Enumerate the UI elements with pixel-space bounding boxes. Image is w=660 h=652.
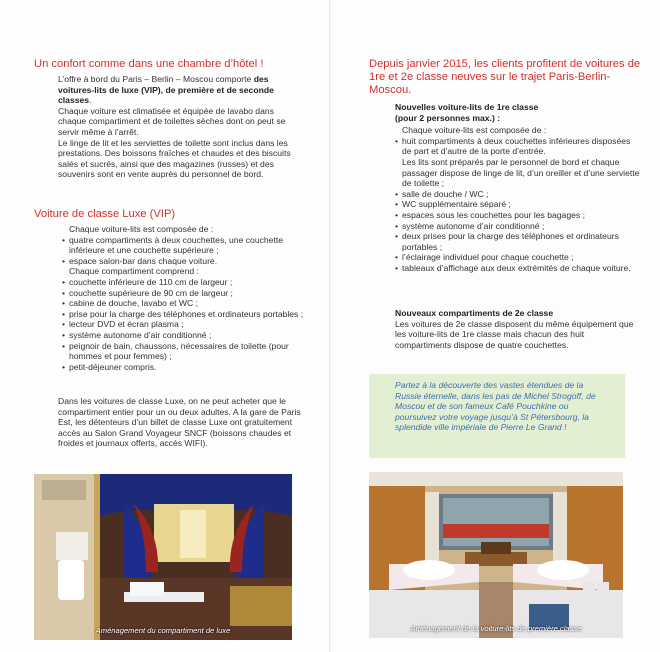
quote-text: Partez à la découverte des vastes étendues de la Russie éternelle, dans les pas de Michel Strogoff, de Moscou et de son fameux Café Pouchkine ou poursuivez votre voyage jusqu’à St Pétersbourg, la splendide ville impériale de Pierre Le Grand !: [395, 380, 596, 433]
first-class-title: Nouvelles voiture-lits de 1re classe: [395, 102, 539, 112]
vip-closing-text: Dans les voitures de classe Luxe, on ne peut acheter que le compartiment entier pour un ou deux adultes. A la gare de Paris Est, les détenteurs d’un billet de classe Luxe ont gratuitement accès au Salon Grand Voyageur SNCF (boissons chaudes et froides et journaux offerts, accès WIFI).: [58, 396, 301, 449]
list-item: • espaces sous les couchettes pour les bagages ;: [395, 210, 641, 221]
second-class-title: Nouveaux compartiments de 2e classe: [395, 308, 554, 318]
vip-lead-2: Chaque compartiment comprend :: [69, 266, 199, 277]
intro-p3: Le linge de lit et les serviettes de toilette sont inclus dans les prestations. Des boissons fraîches et chaudes et des biscuits salés et sucrés, ainsi que des magazines (russes) et des souvenirs sont en vente auprès du personnel de bord.: [58, 137, 291, 180]
first-class-subtitle: (pour 2 personnes max.) :: [395, 112, 501, 123]
second-class-text: Les voitures de 2e classe disposent du même équipement que les voiture-lits de 1re classe mais chacun des huit compartiments dispose de quatre couchettes.: [395, 318, 634, 350]
list-item: • WC supplémentaire séparé ;: [395, 199, 641, 210]
luxe-compartment-illustration: [34, 474, 292, 640]
list-item: • quatre compartiments à deux couchettes, une couchette inférieure et une couchette supérieure ;: [62, 235, 312, 256]
vip-list-1: [62, 235, 312, 267]
right-page: [331, 0, 660, 652]
luxe-photo-caption: Aménagement du compartiment de luxe: [95, 626, 231, 635]
list-item: • couchette supérieure de 90 cm de largeur ;: [62, 288, 312, 299]
list-item: • espace salon-bar dans chaque voiture.: [62, 256, 312, 267]
second-class-details: [395, 308, 641, 350]
first-class-item-a: huit compartiments à deux couchettes inférieures disposées de part et d’autre de la porte d’entrée.: [402, 135, 631, 157]
first-class-illustration: [369, 472, 623, 638]
first-class-details: [395, 102, 641, 274]
intro-post: .: [89, 95, 92, 106]
first-class-lead: Chaque voiture-lits est composée de :: [402, 125, 547, 136]
heading-hotel-comfort: Un confort comme dans une chambre d’hôtel !: [34, 58, 264, 70]
list-item: [395, 136, 641, 189]
list-item: • petit-déjeuner compris.: [62, 362, 312, 373]
list-item: • l’éclairage individuel pour chaque couchette ;: [395, 252, 641, 263]
vip-lead: Chaque voiture-lits est composée de :: [69, 224, 214, 234]
list-item: • prise pour la charge des téléphones et ordinateurs portables ;: [62, 309, 312, 320]
vip-details: [62, 224, 312, 372]
list-item: • peignoir de bain, chaussons, nécessaires de toilette (pour hommes et pour femmes) ;: [62, 341, 312, 362]
left-page: [0, 0, 329, 652]
intro-pre: L’offre à bord du Paris – Berlin – Moscou comporte: [58, 74, 252, 84]
first-class-photo: [369, 472, 623, 638]
intro-bold: des voitures-lits de luxe (VIP), de première et de seconde classes: [58, 74, 274, 106]
list-item: • lecteur DVD et écran plasma ;: [62, 319, 312, 330]
list-item: • cabine de douche, lavabo et WC ;: [62, 298, 312, 309]
intro-text: [58, 74, 304, 180]
list-item: • salle de douche / WC ;: [395, 189, 641, 200]
heading-2015: Depuis janvier 2015, les clients profitent de voitures de 1re et 2e classe neuves sur le trajet Paris-Berlin-Moscou.: [369, 58, 641, 96]
first-class-list: [395, 136, 641, 274]
list-item: • couchette inférieure de 110 cm de largeur ;: [62, 277, 312, 288]
first-class-photo-caption: Aménagement de la voiture-lits de première classe: [410, 624, 582, 633]
intro-p2: Chaque voiture est climatisée et équipée de lavabo dans chaque compartiment et de toilettes sèches dont on peut se servir même à l’arrêt.: [58, 105, 286, 137]
vip-closing: [58, 396, 304, 449]
list-item: • système autonome d’air conditionné ;: [395, 221, 641, 232]
first-class-item-a-note: Les lits sont préparés par le personnel de bord et chaque passager dispose de linge de lit, d’un oreiller et d’une serviette de toilette ;: [402, 156, 640, 189]
heading-vip: Voiture de classe Luxe (VIP): [34, 208, 176, 220]
list-item: • deux prises pour la charge des téléphones et ordinateurs portables ;: [395, 231, 641, 252]
list-item: • tableaux d’affichage aux deux extrémités de chaque voiture.: [395, 263, 641, 274]
vip-list-2: [62, 277, 312, 372]
luxe-compartment-photo: [34, 474, 292, 640]
list-item: • système autonome d’air conditionné ;: [62, 330, 312, 341]
quote-box: [369, 374, 625, 458]
